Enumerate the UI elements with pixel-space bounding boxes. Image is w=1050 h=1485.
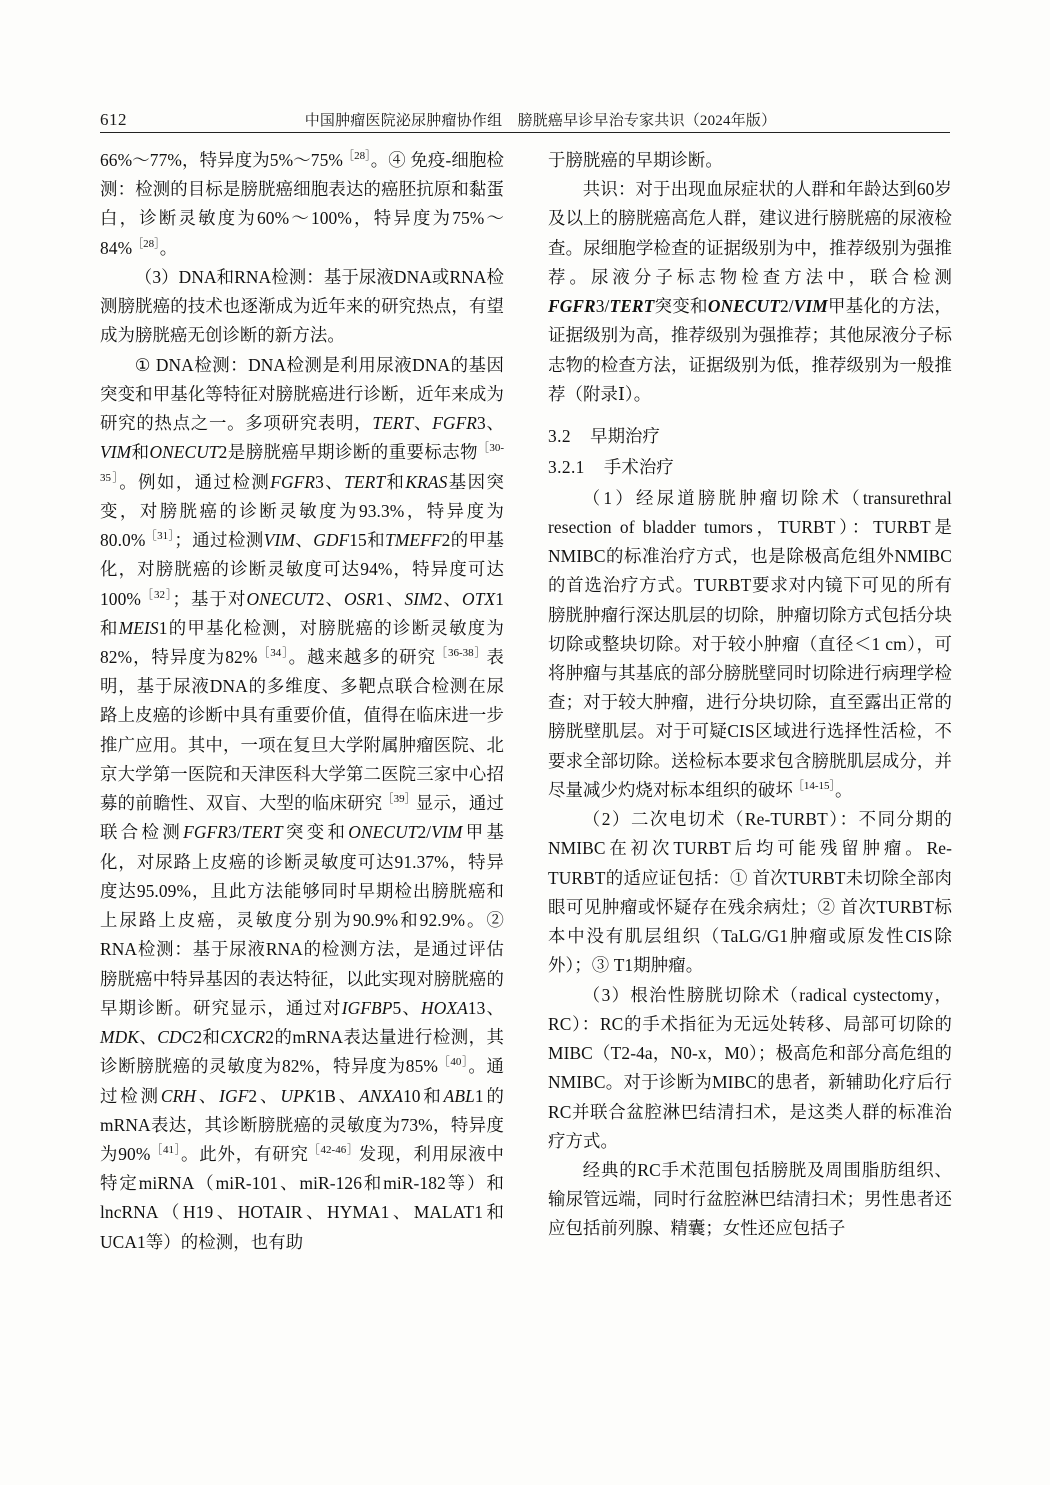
citation-ref: ［28］ — [342, 150, 371, 163]
gene-symbol: OTX — [462, 588, 496, 609]
citation-ref: ［36-38］ — [436, 647, 487, 660]
paragraph-turbt: （1）经尿道膀胱肿瘤切除术（transurethral resection of bladder tumors，TURBT）：TURBT是NMIBC的标准治疗方式，也是除极高危组外NMIBC的首选治疗方式。TURBT要求对内镜下可见的所有膀胱肿瘤行深达肌层的切除，肿瘤切除方式包括分块切除或整块切除。对于较小肿瘤（直径＜1 cm），可将肿瘤与其基底的部分膀胱壁同时切除进行病理学检查；对于较大肿瘤，进行分块切除，直至露出正常的膀胱壁肌层。对于可疑CIS区域进行选择性活检，不要求全部切除。送检标本要求包含膀胱肌层成分，并尽量减少灼烧对标本组织的破坏$^{[14-15]}$。 — [548, 487, 952, 800]
gene-symbol: CDC — [157, 1027, 194, 1048]
gene-symbol: VIM — [793, 296, 828, 317]
gene-symbol: CRH — [160, 1085, 197, 1106]
gene-symbol: GDF — [313, 530, 350, 551]
citation-ref: ［34］ — [257, 647, 289, 660]
gene-symbol: HOXA — [421, 997, 468, 1018]
paragraph-consensus — [548, 175, 952, 409]
gene-symbol: FGFR — [183, 822, 228, 843]
gene-symbol: SIM — [404, 588, 434, 609]
paragraph-continuation-right: 于膀胱癌的早期诊断。 — [548, 150, 723, 170]
gene-symbol: KRAS — [405, 471, 448, 492]
citation-ref: ［14-15］ — [792, 780, 836, 793]
citation-ref: ［42-46］ — [308, 1144, 359, 1157]
consensus-body: 对于出现血尿症状的人群和年龄达到60岁及以上的膀胱癌高危人群，建议进行膀胱癌的尿液检查。尿细胞学检查的证据级别为中，推荐级别为强推荐。尿液分子标志物检查方法中，联合检测FGFR3/TERT突变和ONECUT2/VIM甲基化的方法，证据级别为高，推荐级别为强推荐；其他尿液分子标志物的检查方法，证据级别为低，推荐级别为一般推荐（附录Ⅰ）。 — [548, 179, 952, 404]
running-title: 中国肿瘤医院泌尿肿瘤协作组 膀胱癌早诊早治专家共识（2024年版） — [304, 113, 777, 129]
gene-symbol: UPK — [280, 1085, 316, 1106]
gene-symbol: MEIS — [118, 617, 159, 638]
section-number-3-2: 3.2 — [548, 426, 571, 447]
citation-ref: ［39］ — [382, 793, 416, 806]
gene-symbol: FGFR — [432, 413, 478, 434]
header-rule — [100, 132, 950, 133]
gene-symbol: FGFR — [270, 471, 316, 492]
consensus-label: 共识： — [582, 179, 636, 200]
gene-symbol: VIM — [431, 822, 463, 843]
gene-symbol: ONECUT — [246, 588, 316, 609]
section-title-3-2: 早期治疗 — [590, 426, 661, 447]
section-heading-3-2-1 — [548, 453, 952, 482]
gene-symbol: MDK — [100, 1027, 139, 1048]
paragraph-rc-scope: 经典的RC手术范围包括膀胱及周围脂肪组织、输尿管远端，同时行盆腔淋巴结清扫术；男性患者还应包括前列腺、精囊；女性还应包括子 — [548, 1159, 952, 1239]
citation-ref: ［30-35］ — [100, 442, 504, 484]
gene-symbol: ONECUT — [707, 296, 780, 317]
paragraph-radical-cystectomy: （3）根治性膀胱切除术（radical cystectomy，RC）：RC的手术指征为无远处转移、局部可切除的MIBC（T2-4a，N0-x，M0）；极高危和部分高危组的NMIBC。对于诊断为MIBC的患者，新辅助化疗后行RC并联合盆腔淋巴结清扫术，是这类人群的标准治疗方式。 — [548, 984, 952, 1151]
paragraph-dna-detection: ① DNA检测：DNA检测是利用尿液DNA的基因突变和甲基化等特征对膀胱癌进行诊断，近年来成为研究的热点之一。多项研究表明，TERT、FGFR3、VIM和ONECUT2是膀胱癌早期诊断的重要标志物$^{[30-35]}$。例如，通过检测FGFR3、TERT和KRAS基因突变，对膀胱癌的诊断灵敏度为93.3%，特异度为80.0%$^{[31]}$；通过检测VIM、GDF15和TMEFF2的甲基化，对膀胱癌的诊断灵敏度可达94%，特异度可达100%$^{[32]}$；基于对ONECUT2、OSR1、SIM2、OTX1和MEIS1的甲基化检测，对膀胱癌的诊断灵敏度为82%，特异度为82%$^{[34]}$。越来越多的研究$^{[36-38]}$表明，基于尿液DNA的多维度、多靶点联合检测在尿路上皮癌的诊断中具有重要价值，值得在临床进一步推广应用。其中，一项在复旦大学附属肿瘤医院、北京大学第一医院和天津医科大学第二医院三家中心招募的前瞻性、双盲、大型的临床研究$^{[39]}$显示，通过联合检测FGFR3/TERT突变和ONECUT2/VIM甲基化，对尿路上皮癌的诊断灵敏度可达91.37%，特异度达95.09%，且此方法能够同时早期检出膀胱癌和上尿路上皮癌，灵敏度分别为90.9%和92.9%。② RNA检测：基于尿液RNA的检测方法，是通过评估膀胱癌中特异基因的表达特征，以此实现对膀胱癌的早期诊断。研究显示，通过对IGFBP5、HOXA13、MDK、CDC2和CXCR2的mRNA表达量进行检测，其诊断膀胱癌的灵敏度为82%，特异度为85%$^{[40]}$。通过检测CRH、IGF2、UPK1B、ANXA10和ABL1的mRNA表达，其诊断膀胱癌的灵敏度为73%，特异度为90%$^{[41]}$。此外，有研究$^{[42-46]}$发现，利用尿液中特定miRNA（miR-101、miR-126和miR-182等）和lncRNA（H19、HOTAIR、HYMA1、MALAT1和UCA1等）的检测，也有助 — [100, 354, 505, 1252]
section-number-3-2-1: 3.2.1 — [548, 457, 585, 478]
gene-symbol: IGFBP — [341, 997, 393, 1018]
gene-symbol: TERT — [344, 471, 386, 492]
citation-ref: ［28］ — [132, 237, 160, 250]
paragraph-dna-rna-intro: （3）DNA和RNA检测：基于尿液DNA或RNA检测膀胱癌的技术也逐渐成为近年来的研究热点，有望成为膀胱癌无创诊断的新方法。 — [100, 266, 504, 346]
gene-symbol: IGF — [219, 1085, 249, 1106]
gene-symbol: ABL — [443, 1085, 475, 1106]
body-columns — [100, 146, 952, 1356]
gene-symbol: FGFR — [548, 296, 596, 317]
gene-symbol: VIM — [100, 442, 132, 463]
page-header — [100, 100, 950, 130]
gene-symbol: TERT — [372, 413, 414, 434]
paragraph-continuation: 66%～77%，特异度为5%～75%$^{[28]}$。④ 免疫-细胞检测：检测的目标是膀胱癌细胞表达的癌胚抗原和黏蛋白，诊断灵敏度为60%～100%，特异度为75%～84%$^{[28]}$。 — [100, 150, 504, 258]
gene-symbol: CXCR — [220, 1027, 266, 1048]
gene-symbol: TERT — [241, 822, 283, 843]
gene-symbol: ANXA — [359, 1085, 403, 1106]
citation-ref: ［32］ — [140, 588, 173, 601]
paragraph-re-turbt: （2）二次电切术（Re-TURBT）：不同分期的NMIBC在初次TURBT后均可能残留肿瘤。Re-TURBT的适应证包括：① 首次TURBT未切除全部肉眼可见肿瘤或怀疑存在残余病灶；② 首次TURBT标本中没有肌层组织（TaLG/G1肿瘤或原发性CIS除外）；③ T1期肿瘤。 — [548, 809, 952, 976]
gene-symbol: VIM — [263, 530, 295, 551]
gene-symbol: ONECUT — [149, 442, 219, 463]
gene-symbol: TMEFF — [385, 530, 442, 551]
section-title-3-2-1: 手术治疗 — [603, 457, 674, 478]
citation-ref: ［40］ — [438, 1056, 469, 1069]
gene-symbol: ONECUT — [348, 822, 418, 843]
page-number: 612 — [100, 110, 127, 129]
right-column — [548, 146, 952, 1356]
citation-ref: ［31］ — [145, 530, 175, 543]
citation-ref: ［41］ — [150, 1144, 181, 1157]
gene-symbol: TERT — [609, 296, 655, 317]
gene-symbol: OSR — [343, 588, 377, 609]
left-column — [100, 146, 504, 1356]
section-heading-3-2 — [548, 422, 952, 451]
